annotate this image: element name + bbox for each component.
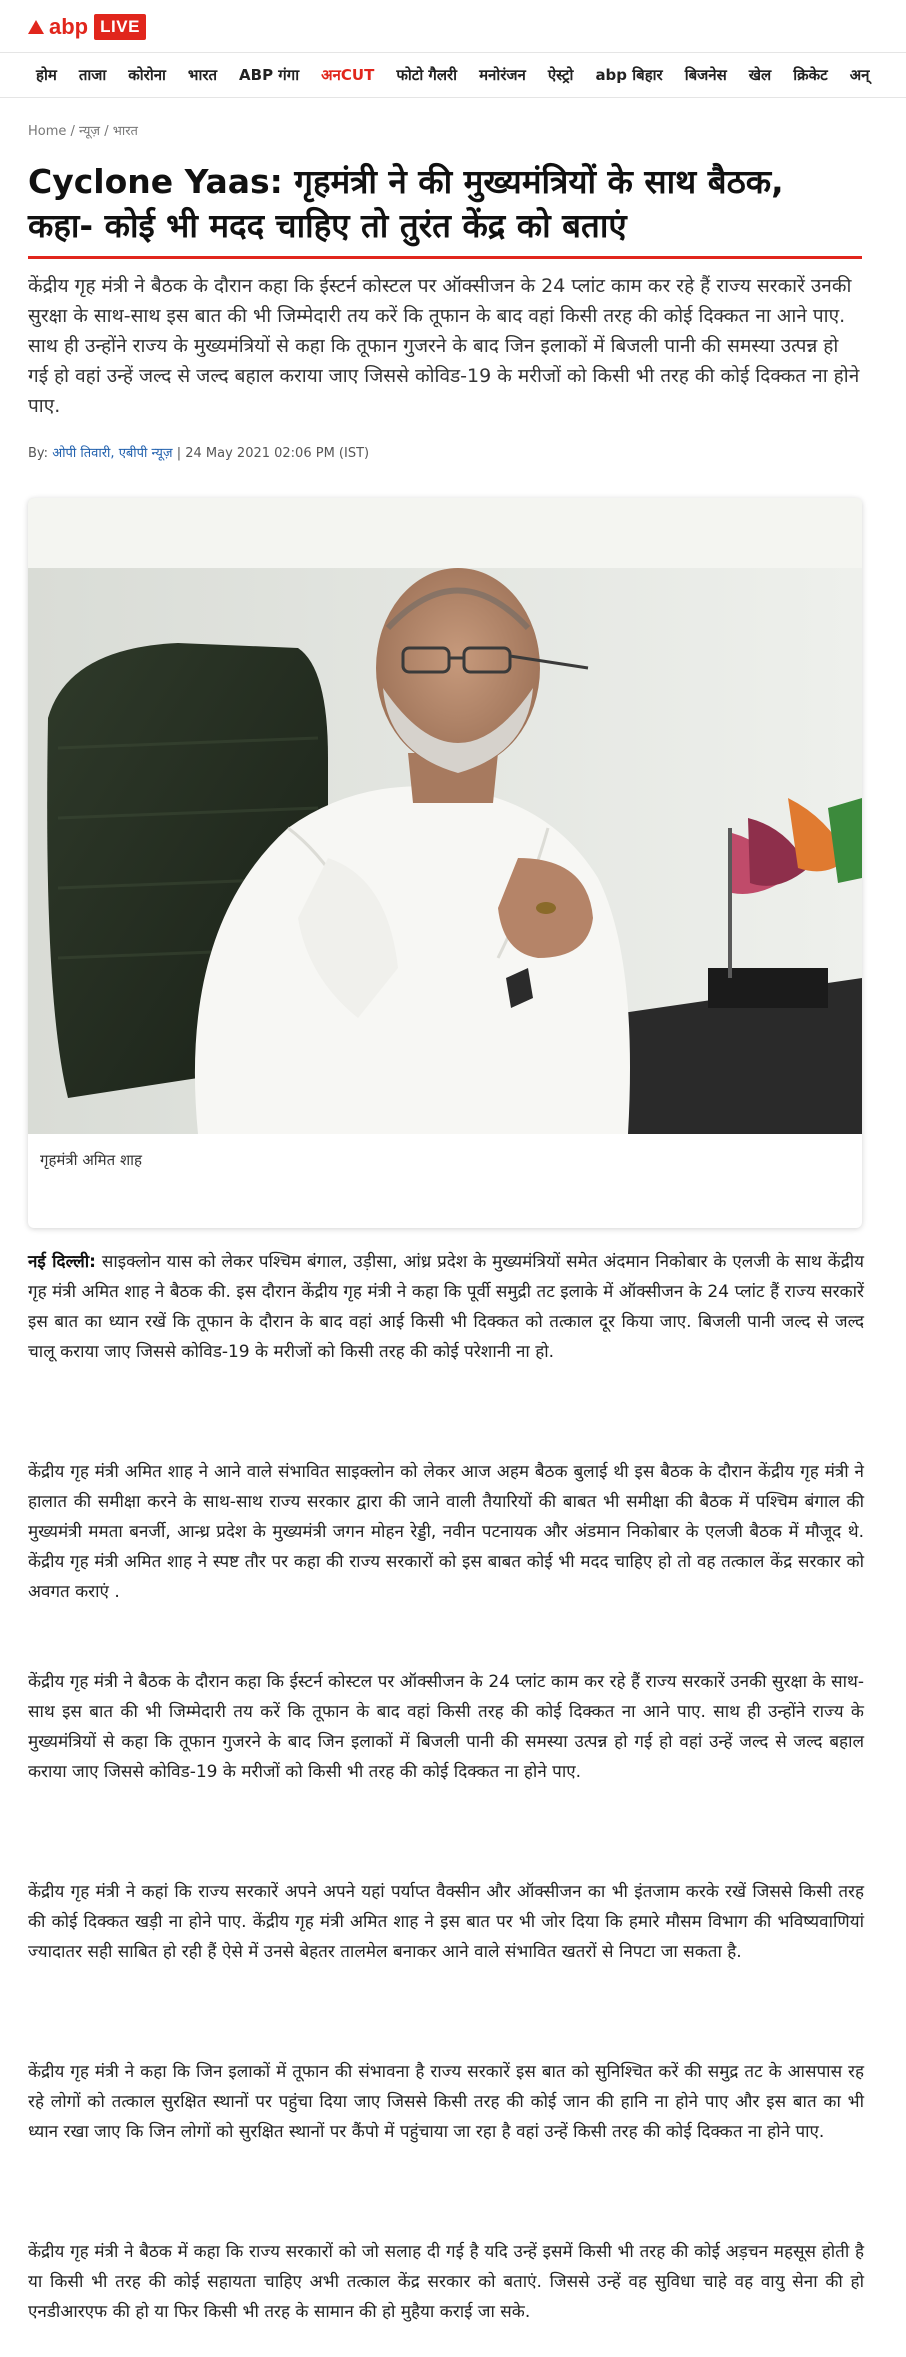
article-paragraph: केंद्रीय गृह मंत्री ने बैठक में कहा कि राज्य सरकारों को जो सलाह दी गई है यदि उन्हें इसमें किसी भी तरह की कोई अड़चन महसूस होती है या किसी भी तरह की कोई सहायता चाहिए अभी तत्काल केंद्र सरकार को बताएं. जिससे उन्हें वह सुविधा चाहे वह वायु सेना की हो एनडीआरएफ की हो या फिर किसी भी तरह के सामान की हो मुहैया कराई जा सके.	[28, 2242, 864, 2322]
breadcrumb-news[interactable]: न्यूज़	[79, 124, 101, 139]
nav-item-astro[interactable]: ऐस्ट्रो	[547, 66, 574, 84]
dateline: नई दिल्ली:	[28, 1252, 96, 1272]
nav-item-latest[interactable]: ताजा	[78, 66, 107, 84]
main-nav	[0, 52, 906, 98]
lead-photo	[28, 498, 862, 1134]
lead-photo-card	[28, 498, 862, 1228]
byline-separator: |	[172, 446, 186, 461]
nav-item-india[interactable]: भारत	[187, 66, 218, 84]
article-headline: Cyclone Yaas: गृहमंत्री ने की मुख्यमंत्रियों के साथ बैठक, कहा- कोई भी मदद चाहिए तो तुरंत केंद्र को बताएं	[28, 162, 784, 245]
article-paragraph: केंद्रीय गृह मंत्री ने कहा कि जिन इलाकों में तूफान की संभावना है राज्य सरकारें इस बात को सुनिश्चित करें की समुद्र तट के आसपास रह रहे लोगों को तत्काल सुरक्षित स्थानों पर पहुंचा दिया जाए जिससे किसी तरह की कोई जान की हानि ना होने पाए और इस बात का भी ध्यान रखा जाए कि जिन लोगों को सुरक्षित स्थानों पर कैंपो में पहुंचाया जा रहा है वहां उन्हें किसी तरह की कोई दिक्कत ना होने पाए.	[28, 2062, 864, 2142]
nav-item-cricket[interactable]: क्रिकेट	[793, 66, 828, 84]
nav-item-abp-ganga[interactable]: ABP गंगा	[239, 66, 300, 84]
publish-date: 24 May 2021 02:06 PM (IST)	[185, 446, 370, 461]
logo-triangle-icon	[28, 20, 44, 34]
site-header	[0, 0, 906, 52]
nav-item-entertainment[interactable]: मनोरंजन	[479, 66, 526, 84]
abp-live-logo[interactable]	[28, 12, 146, 42]
nav-item-uncut[interactable]: अनCUT	[321, 66, 375, 84]
article-paragraph	[28, 1247, 864, 1367]
nav-item-corona[interactable]: कोरोना	[128, 66, 166, 84]
nav-item-abp-bihar[interactable]: abp बिहार	[595, 66, 663, 84]
headline-divider	[28, 256, 862, 259]
breadcrumb-separator: /	[100, 124, 113, 139]
article-paragraph: केंद्रीय गृह मंत्री अमित शाह ने आने वाले संभावित साइक्लोन को लेकर आज अहम बैठक बुलाई थी इस बैठक के दौरान केंद्रीय गृह मंत्री ने हालात की समीक्षा करने के साथ-साथ राज्य सरकार द्वारा की जाने वाली तैयारियों की बाबत भी समीक्षा की बैठक में पश्चिम बंगाल की मुख्यमंत्री ममता बनर्जी, आन्ध्र प्रदेश के मुख्यमंत्री जगन मोहन रेड्डी, नवीन पटनायक और अंडमान निकोबार के एलजी बैठक में मौजूद थे. केंद्रीय गृह मंत्री अमित शाह ने स्पष्ट तौर पर कहा की राज्य सरकारों को इस बाबत कोई भी मदद चाहिए हो तो वह तत्काल केंद्र सरकार को अवगत कराएं .	[28, 1462, 864, 1602]
logo-text: abp	[49, 14, 89, 39]
breadcrumb-india[interactable]: भारत	[112, 124, 138, 139]
breadcrumb-separator: /	[66, 124, 80, 139]
nav-item-more[interactable]: अन्	[849, 66, 870, 84]
article-summary: केंद्रीय गृह मंत्री ने बैठक के दौरान कहा कि ईस्टर्न कोस्टल पर ऑक्सीजन के 24 प्लांट काम कर रहे हैं राज्य सरकारें उनकी सुरक्षा के साथ-साथ इस बात की भी जिम्मेदारी तय करें कि तूफान के बाद वहां किसी तरह की कोई दिक्कत ना आने पाए. साथ ही उन्होंने राज्य के मुख्यमंत्रियों से कहा कि तूफान गुजरने के बाद जिन इलाकों में बिजली पानी की समस्या उत्पन्न हो गई हो वहां उन्हें जल्द से जल्द बहाल कराया जाए जिससे कोविड-19 के मरीजों को किसी भी तरह की कोई दिक्कत ना होने पाए.	[28, 275, 860, 417]
nav-item-home[interactable]: होम	[36, 66, 57, 84]
breadcrumb	[28, 121, 138, 139]
paragraph-text: साइक्लोन यास को लेकर पश्चिम बंगाल, उड़ीसा, आंध्र प्रदेश के मुख्यमंत्रियों समेत अंदमान निकोबार के एलजी के साथ केंद्रीय गृह मंत्री अमित शाह ने बैठक की. इस दौरान केंद्रीय गृह मंत्री ने कहा कि पूर्वी समुद्री तट इलाके में ऑक्सीजन के 24 प्लांट हैं राज्य सरकारें इस बात का ध्यान रखें कि तूफान के दौरान के बाद वहां आई किसी भी दिक्कत को तत्काल दूर किया जाए. बिजली पानी जल्द से जल्द चालू कराया जाए जिससे कोविड-19 के मरीजों को किसी तरह की कोई परेशानी ना हो.	[28, 1252, 864, 1362]
photo-caption: गृहमंत्री अमित शाह	[40, 1151, 142, 1169]
nav-item-photo-gallery[interactable]: फोटो गैलरी	[396, 66, 458, 84]
article-byline	[28, 443, 369, 461]
author-link[interactable]: ओपी तिवारी, एबीपी न्यूज़	[52, 446, 173, 461]
byline-prefix: By:	[28, 446, 53, 461]
nav-item-sports[interactable]: खेल	[748, 66, 772, 84]
nav-item-business[interactable]: बिजनेस	[684, 66, 727, 84]
article-paragraph: केंद्रीय गृह मंत्री ने बैठक के दौरान कहा कि ईस्टर्न कोस्टल पर ऑक्सीजन के 24 प्लांट काम कर रहे हैं राज्य सरकारें उनकी सुरक्षा के साथ-साथ इस बात की भी जिम्मेदारी तय करें कि तूफान के बाद वहां किसी तरह की कोई दिक्कत ना आने पाए. साथ ही उन्होंने राज्य के मुख्यमंत्रियों से कहा कि तूफान गुजरने के बाद जिन इलाकों में बिजली पानी की समस्या उत्पन्न हो गई हो वहां उन्हें जल्द से जल्द बहाल कराया जाए जिससे कोविड-19 के मरीजों को किसी भी तरह की कोई दिक्कत ना होने पाए.	[28, 1672, 864, 1782]
breadcrumb-home[interactable]: Home	[28, 124, 67, 139]
logo-live-badge: LIVE	[94, 14, 146, 40]
article-paragraph: केंद्रीय गृह मंत्री ने कहां कि राज्य सरकारें अपने अपने यहां पर्याप्त वैक्सीन और ऑक्सीजन का भी इंतजाम करके रखें जिससे किसी तरह की कोई दिक्कत खड़ी ना होने पाए. केंद्रीय गृह मंत्री अमित शाह ने इस बात पर भी जोर दिया कि हमारे मौसम विभाग की भविष्यवाणियां ज्यादातर सही साबित हो रही हैं ऐसे में उनसे बेहतर तालमेल बनाकर आने वाले संभावित खतरों से निपटा जा सकता है.	[28, 1882, 864, 1962]
